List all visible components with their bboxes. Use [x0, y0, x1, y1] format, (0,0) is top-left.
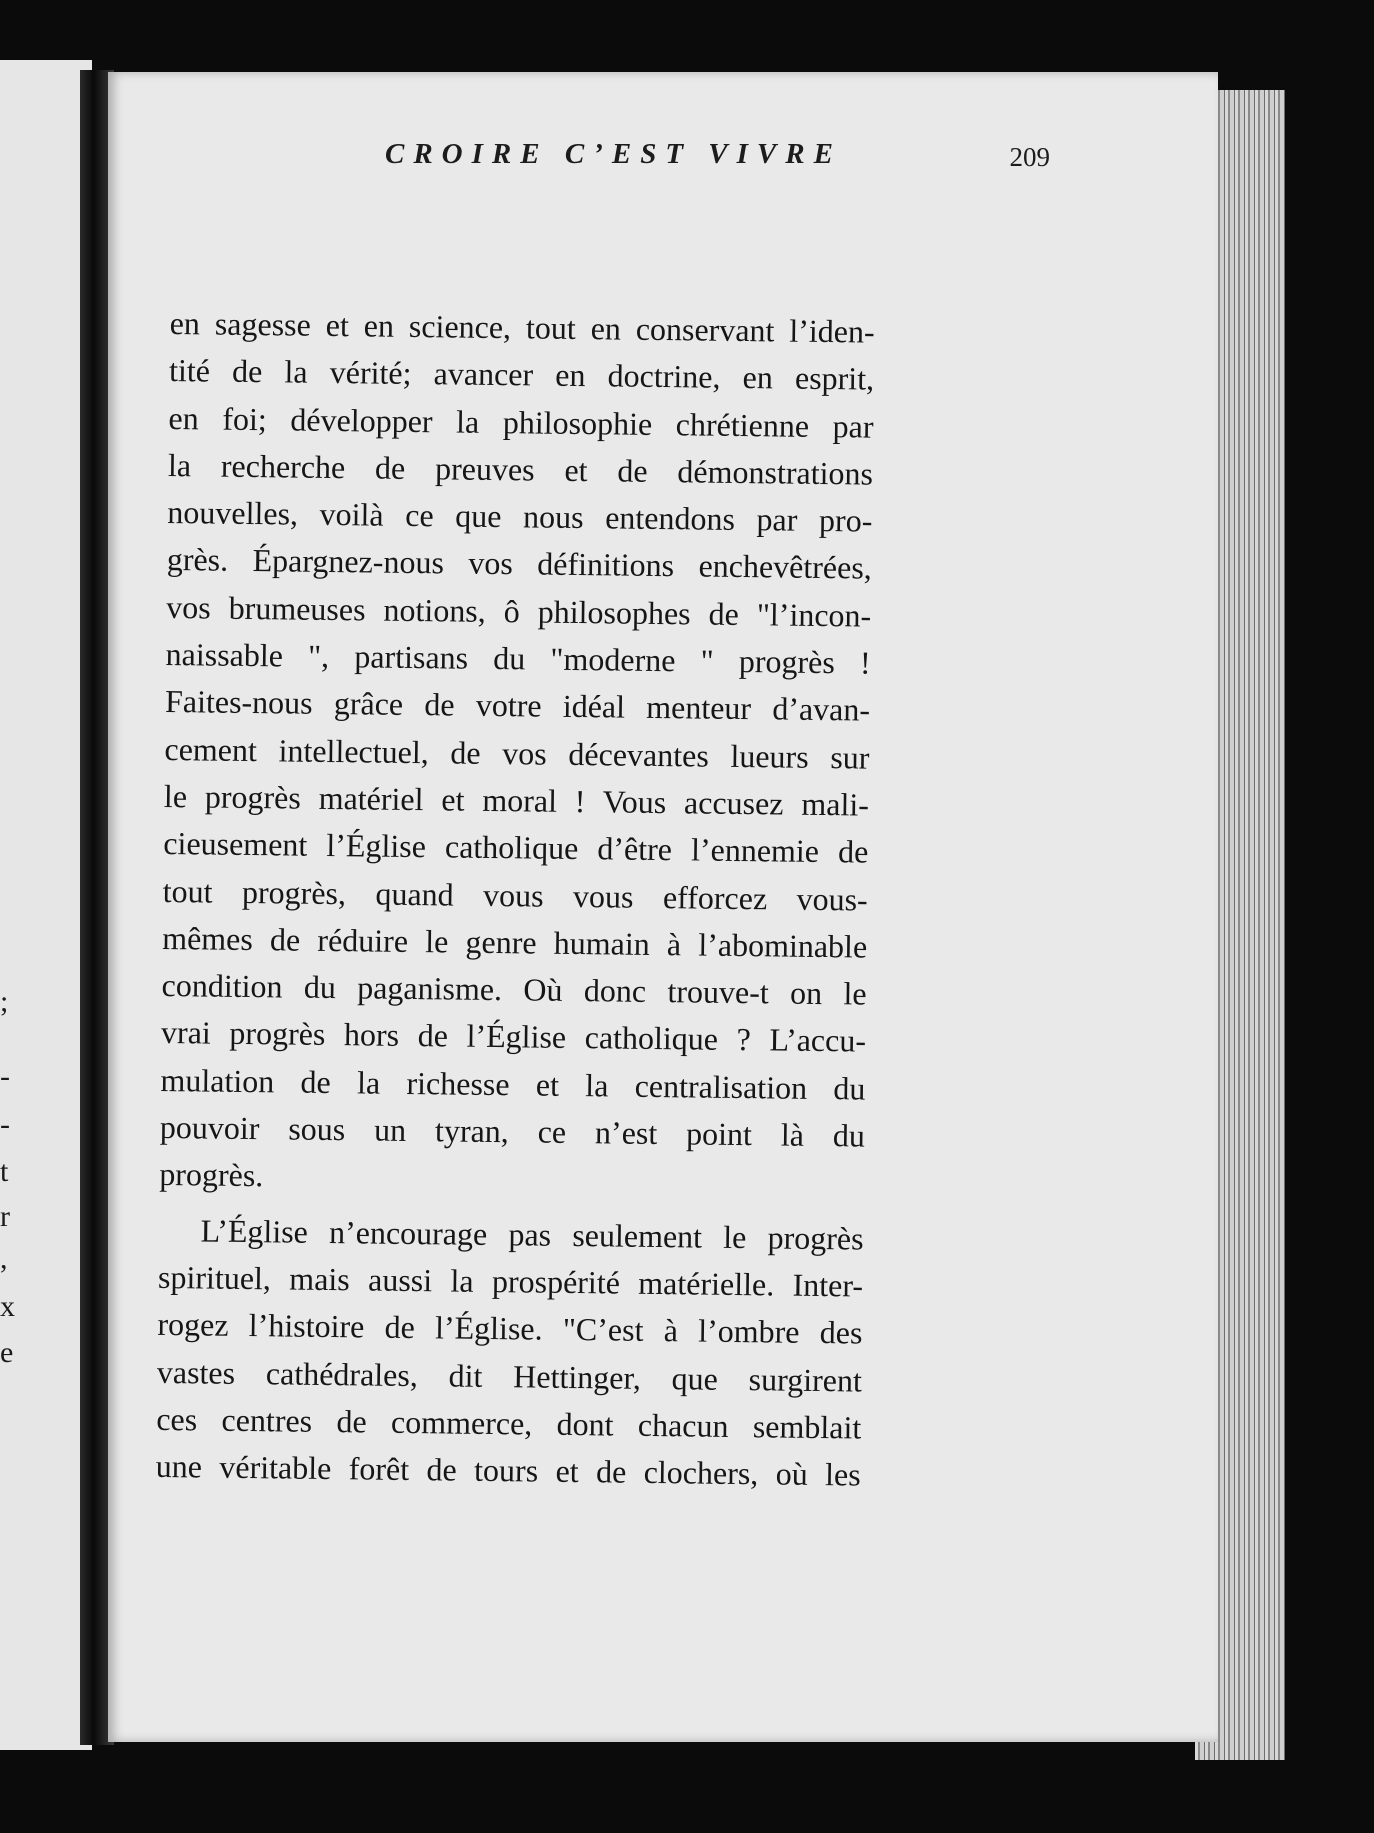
- text-line: la recherche de preuves et de démonstrations: [167, 446, 874, 492]
- text-line: le progrès matériel et moral ! Vous accusez mali-: [163, 777, 870, 823]
- text-line: condition du paganisme. Où donc trouve-t on le: [161, 967, 867, 1012]
- text-line: Faites-nous grâce de votre idéal menteur d’avan-: [164, 683, 871, 728]
- previous-page-fragment: ,: [0, 1242, 8, 1275]
- paragraph: [159, 300, 875, 1207]
- previous-page-fragment: t: [0, 1155, 9, 1188]
- text-line: cieusement l’Église catholique d’être l’ennemie de: [163, 825, 869, 870]
- text-line: rogez l’histoire de l’Église. "C’est à l’ombre des: [157, 1306, 863, 1351]
- text-line: vos brumeuses notions, ô philosophes de "l’incon-: [166, 588, 872, 634]
- text-line: L’Église n’encourage pas seulement le progrès: [200, 1212, 864, 1257]
- text-line: en sagesse et en science, tout en conservant l’iden-: [169, 304, 875, 350]
- page-number: 209: [1009, 142, 1050, 172]
- running-head: [270, 130, 1050, 180]
- text-line: tité de la vérité; avancer en doctrine, en esprit,: [168, 352, 875, 397]
- previous-page-fragment: -: [0, 1108, 10, 1141]
- previous-page-fragment: r: [0, 1200, 10, 1233]
- text-line: nouvelles, voilà ce que nous entendons par pro-: [167, 494, 873, 539]
- text-line: en foi; développer la philosophie chrétienne par: [168, 399, 874, 445]
- text-line: spirituel, mais aussi la prospérité matérielle. Inter-: [157, 1258, 864, 1304]
- body-text: [155, 300, 874, 1499]
- text-line: naissable ", partisans du "moderne " progrès !: [165, 636, 871, 681]
- text-line: progrès.: [159, 1156, 264, 1194]
- text-line: une véritable forêt de tours et de clochers, où les: [155, 1448, 861, 1493]
- previous-page-fragment: ;: [0, 985, 9, 1018]
- text-line: grès. Épargnez-nous vos définitions enchevêtrées,: [166, 541, 872, 587]
- text-line: ces centres de commerce, dont chacun semblait: [156, 1400, 862, 1446]
- text-line: cement intellectuel, de vos décevantes lueurs sur: [164, 730, 870, 776]
- text-line: mulation de la richesse et la centralisation du: [160, 1061, 866, 1107]
- previous-page-edge: [0, 60, 92, 1750]
- text-line: vrai progrès hors de l’Église catholique ? L’accu-: [160, 1014, 867, 1060]
- text-line: vastes cathédrales, dit Hettinger, que surgirent: [156, 1353, 863, 1399]
- running-title: CROIRE C’EST VIVRE: [385, 138, 842, 170]
- previous-page-fragment: -: [0, 1060, 10, 1093]
- text-line: mêmes de réduire le genre humain à l’abominable: [161, 919, 868, 965]
- previous-page-fragment: e: [0, 1336, 14, 1369]
- previous-page-fragment: x: [0, 1290, 15, 1323]
- paragraph: [155, 1207, 863, 1499]
- text-line: tout progrès, quand vous vous efforcez vous-: [162, 872, 868, 918]
- text-line: pouvoir sous un tyran, ce n’est point là du: [159, 1108, 866, 1154]
